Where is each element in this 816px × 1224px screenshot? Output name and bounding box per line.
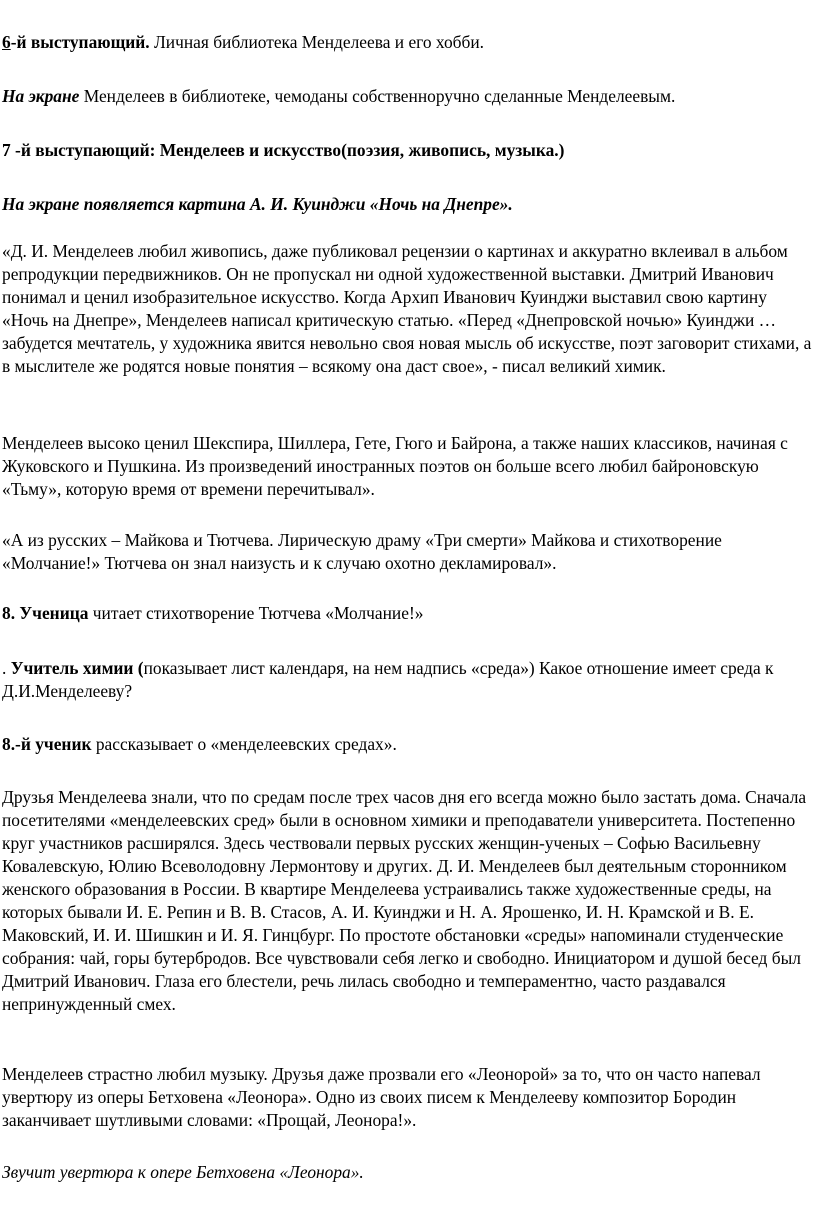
paragraph-painting-text: «Д. И. Менделеев любил живопись, даже публиковал рецензии о картинах и аккуратно вклеивал в альбом репродукции передвижников. Он не пропускал ни одной художественной выставки. Дмитрий Иванович понимал и ценил изобразительное искусство. Когда Архип Иванович Куинджи выставил свою картину «Ночь на Днепре», Менделеев написал критическую статью. «Перед «Днепровской ночью» Куинджи … забудется мечтатель, у художника явится невольно своя новая мысль об искусстве, поэт заговорит стихами, а в мыслителе же родятся новые понятия – всякому она даст свое», - писал великий химик.	[2, 241, 812, 376]
paragraph-wednesdays: Друзья Менделеева знали, что по средам после трех часов дня его всегда можно было застать дома. Сначала посетителями «менделеевских сред» были в основном химики и преподаватели университета. Постепенно круг участников расширялся. Здесь чествовали первых русских женщин-ученых – Софью Васильевну Ковалевскую, Юлию Всеволодовну Лермонтову и других. Д. И. Менделеев был деятельным сторонником женского образования в России. В квартире Менделеева устраивались также художественные среды, на которых бывали И. Е. Репин и В. В. Стасов, А. И. Куинджи и Н. А. Ярошенко, И. Н. Крамской и В. Е. Маковский, И. И. Шишкин и И. Я. Гинцбург. По простоте обстановки «среды» напоминали студенческие собрания: чай, горы бутербродов. Все чувствовали себя легко и свободно. Инициатором и душой бесед был Дмитрий Иванович. Глаза его блестели, речь лилась свободно и темпераментно, часто раздавался непринужденный смех.	[2, 787, 807, 1014]
screen-note-2: На экране появляется картина А. И. Куинджи «Ночь на Днепре».	[2, 194, 513, 214]
teacher-question	[2, 657, 814, 703]
student-8-label: 8.-й ученик	[2, 734, 92, 754]
paragraph-russian-poets: «А из русских – Майкова и Тютчева. Лирическую драму «Три смерти» Майкова и стихотворение «Молчание!» Тютчева он знал наизусть и к случаю охотно декламировал».	[2, 530, 722, 573]
student-text: читает стихотворение Тютчева «Молчание!»	[88, 603, 424, 623]
student-8-text: рассказывает о «менделеевских средах».	[91, 734, 397, 754]
speaker-6-heading	[2, 31, 814, 54]
speaker-7-heading: 7 -й выступающий: Менделеев и искусство(поэзия, живопись, музыка.)	[2, 140, 565, 160]
overture-note: Звучит увертюра к опере Бетховена «Леонора».	[2, 1162, 364, 1182]
student-label: 8. Ученица	[2, 603, 89, 623]
teacher-prefix: .	[2, 658, 11, 678]
paragraph-music: Менделеев страстно любил музыку. Друзья даже прозвали его «Леонорой» за то, что он часто напевал увертюру из оперы Бетховена «Леонора». Одно из своих писем к Менделееву композитор Бородин заканчивает шутливыми словами: «Прощай, Леонора!».	[2, 1064, 761, 1130]
speaker-label: -й выступающий.	[10, 32, 150, 52]
paragraph-poets: Менделеев высоко ценил Шекспира, Шиллера, Гете, Гюго и Байрона, а также наших классиков, начиная с Жуковского и Пушкина. Из произведений иностранных поэтов он больше всего любил байроновскую «Тьму», которую время от времени перечитывал».	[2, 433, 788, 499]
screen-note-1	[2, 85, 814, 108]
screen-note-text: Менделеев в библиотеке, чемоданы собственноручно сделанные Менделеевым.	[79, 86, 676, 106]
teacher-text: показывает лист календаря, на нем надпись «среда») Какое отношение имеет среда к Д.И.Менделееву?	[2, 658, 774, 701]
speaker-topic: Личная библиотека Менделеева и его хобби.	[149, 32, 484, 52]
student-8-heading	[2, 733, 814, 756]
paragraph-painting	[2, 240, 814, 378]
screen-note-label: На экране	[2, 86, 80, 106]
student-reading	[2, 602, 814, 625]
speaker-number: 6	[2, 32, 11, 52]
teacher-label: Учитель химии (	[10, 658, 144, 678]
